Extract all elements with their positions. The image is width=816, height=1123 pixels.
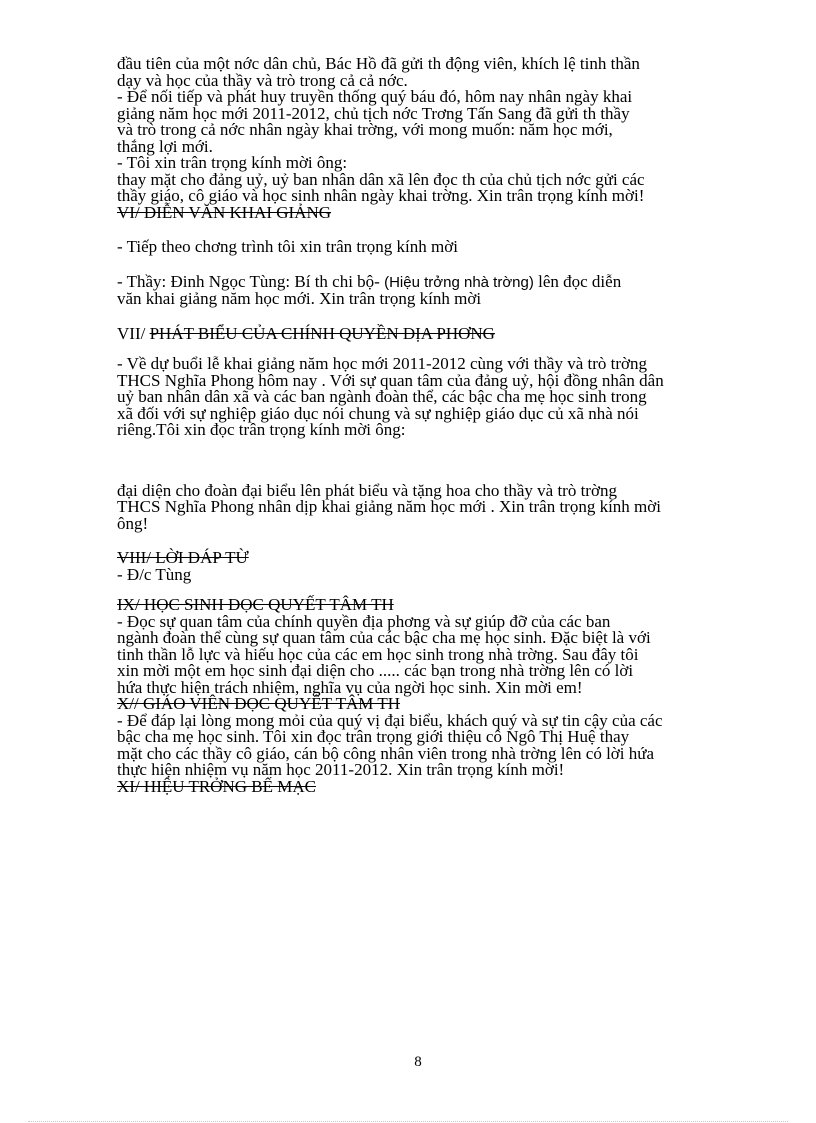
paragraph-line: THCS Nghĩa Phong nhân dịp khai giảng năm học mới . Xin trân trọng kính mời [117,497,661,516]
document-body [117,56,727,795]
paragraph-line: ông! [117,513,149,533]
section-heading-viii: VIII/ LỜI ĐÁP TỪ [117,548,249,567]
paragraph-line: thắng lợi mới. [117,136,213,156]
paragraph-line: dạy và học của thầy và trò trong cả cả nớc. [117,70,408,90]
heading-text: PHÁT BIỂU CỦA CHÍNH QUYỀN ĐỊA PHƠNG [149,323,495,343]
paragraph-line: thực hiện nhiệm vụ năm học 2011-2012. Xin trân trọng kính mời! [117,760,565,779]
paragraph-line: ngành đoàn thể cùng sự quan tâm của các bậc cha mẹ học sinh. Đặc biệt là với [117,628,651,647]
paragraph-line: riêng.Tôi xin đọc trân trọng kính mời ông: [117,420,406,439]
section-heading-ix: IX/ HỌC SINH ĐỌC QUYẾT TÂM TH [117,595,394,614]
paragraph-line: văn khai giảng năm học mới. Xin trân trọng kính mời [117,289,482,308]
section-heading-vii [117,323,727,343]
paragraph-line: thầy giáo, cô giáo và học sinh nhân ngày khai trờng. Xin trân trọng kính mời! [117,186,645,205]
section-heading-x: X// GIÁO VIÊN ĐỌC QUYẾT TÂM TH [117,694,401,713]
paragraph-line: - Tôi xin trân trọng kính mời ông: [117,153,348,172]
paragraph-line: đầu tiên của một nớc dân chủ, Bác Hồ đã gửi th động viên, khích lệ tinh thần [117,54,640,73]
section-heading-xi: XI/ HIỆU TRỞNG BẾ MẠC [117,776,316,796]
paragraph-line: - Đ/c Tùng [117,564,192,584]
paragraph-line: tinh thần lỗ lực và hiếu học của các em học sinh trong nhà trờng. Sau đây tôi [117,644,639,664]
paragraph-line: - Để đáp lại lòng mong mỏi của quý vị đại biểu, khách quý và sự tin cậy của các [117,710,663,730]
paragraph-line: uỷ ban nhân dân xã và các ban ngành đoàn thể, các bậc cha mẹ học sinh trong [117,387,647,406]
paragraph-line: xã đối với sự nghiệp giáo dục nói chung và sự nghiệp giáo dục củ xã nhà nói [117,403,639,423]
section-heading-vi: VI/ DIỄN VĂN KHAI GIẢNG [117,202,332,222]
line-text: - Thầy: Đinh Ngọc Tùng: Bí th chi bộ- [117,271,385,291]
paragraph-line: hứa thực hiện trách nhiệm, nghĩa vụ của ngời học sinh. Xin mời em! [117,677,583,697]
line-text: lên đọc diễn [533,271,622,291]
inline-note: (Hiệu trởng nhà trờng) [384,273,534,291]
paragraph-line: thay mặt cho đảng uỷ, uỷ ban nhân dân xã lên đọc th của chủ tịch nớc gửi các [117,169,645,189]
page-bottom-divider [28,1121,788,1122]
paragraph-line: THCS Nghĩa Phong hôm nay . Với sự quan tâm của đảng uỷ, hội đồng nhân dân [117,370,664,390]
paragraph-line: mặt cho các thầy cô giáo, cán bộ công nhân viên trong nhà trờng lên có lời hứa [117,743,655,763]
paragraph-line: - Để nối tiếp và phát huy truyền thống quý báu đó, hôm nay nhân ngày khai [117,87,633,106]
paragraph-line: - Đọc sự quan tâm của chính quyền địa phơng và sự giúp đỡ của các ban [117,611,611,631]
paragraph-line: và trò trong cả nớc nhân ngày khai trờng, với mong muốn: năm học mới, [117,120,613,139]
paragraph-line: - Tiếp theo chơng trình tôi xin trân trọng kính mời [117,237,458,256]
paragraph-line: - Về dự buổi lễ khai giảng năm học mới 2011-2012 cùng với thầy và trò trờng [117,354,648,373]
paragraph-line: xin mời một em học sinh đại diện cho ..... các bạn trong nhà trờng lên có lời [117,661,634,680]
heading-number: VII/ [117,323,150,343]
page-number: 8 [414,1054,422,1070]
paragraph-line: đại diện cho đoàn đại biểu lên phát biểu và tặng hoa cho thầy và trò trờng [117,480,617,500]
paragraph-line: giảng năm học mới 2011-2012, chủ tịch nớc Trơng Tấn Sang đã gửi th thầy [117,103,630,123]
paragraph-line: bậc cha mẹ học sinh. Tôi xin đọc trân trọng giới thiệu cô Ngô Thị Huệ thay [117,727,630,746]
